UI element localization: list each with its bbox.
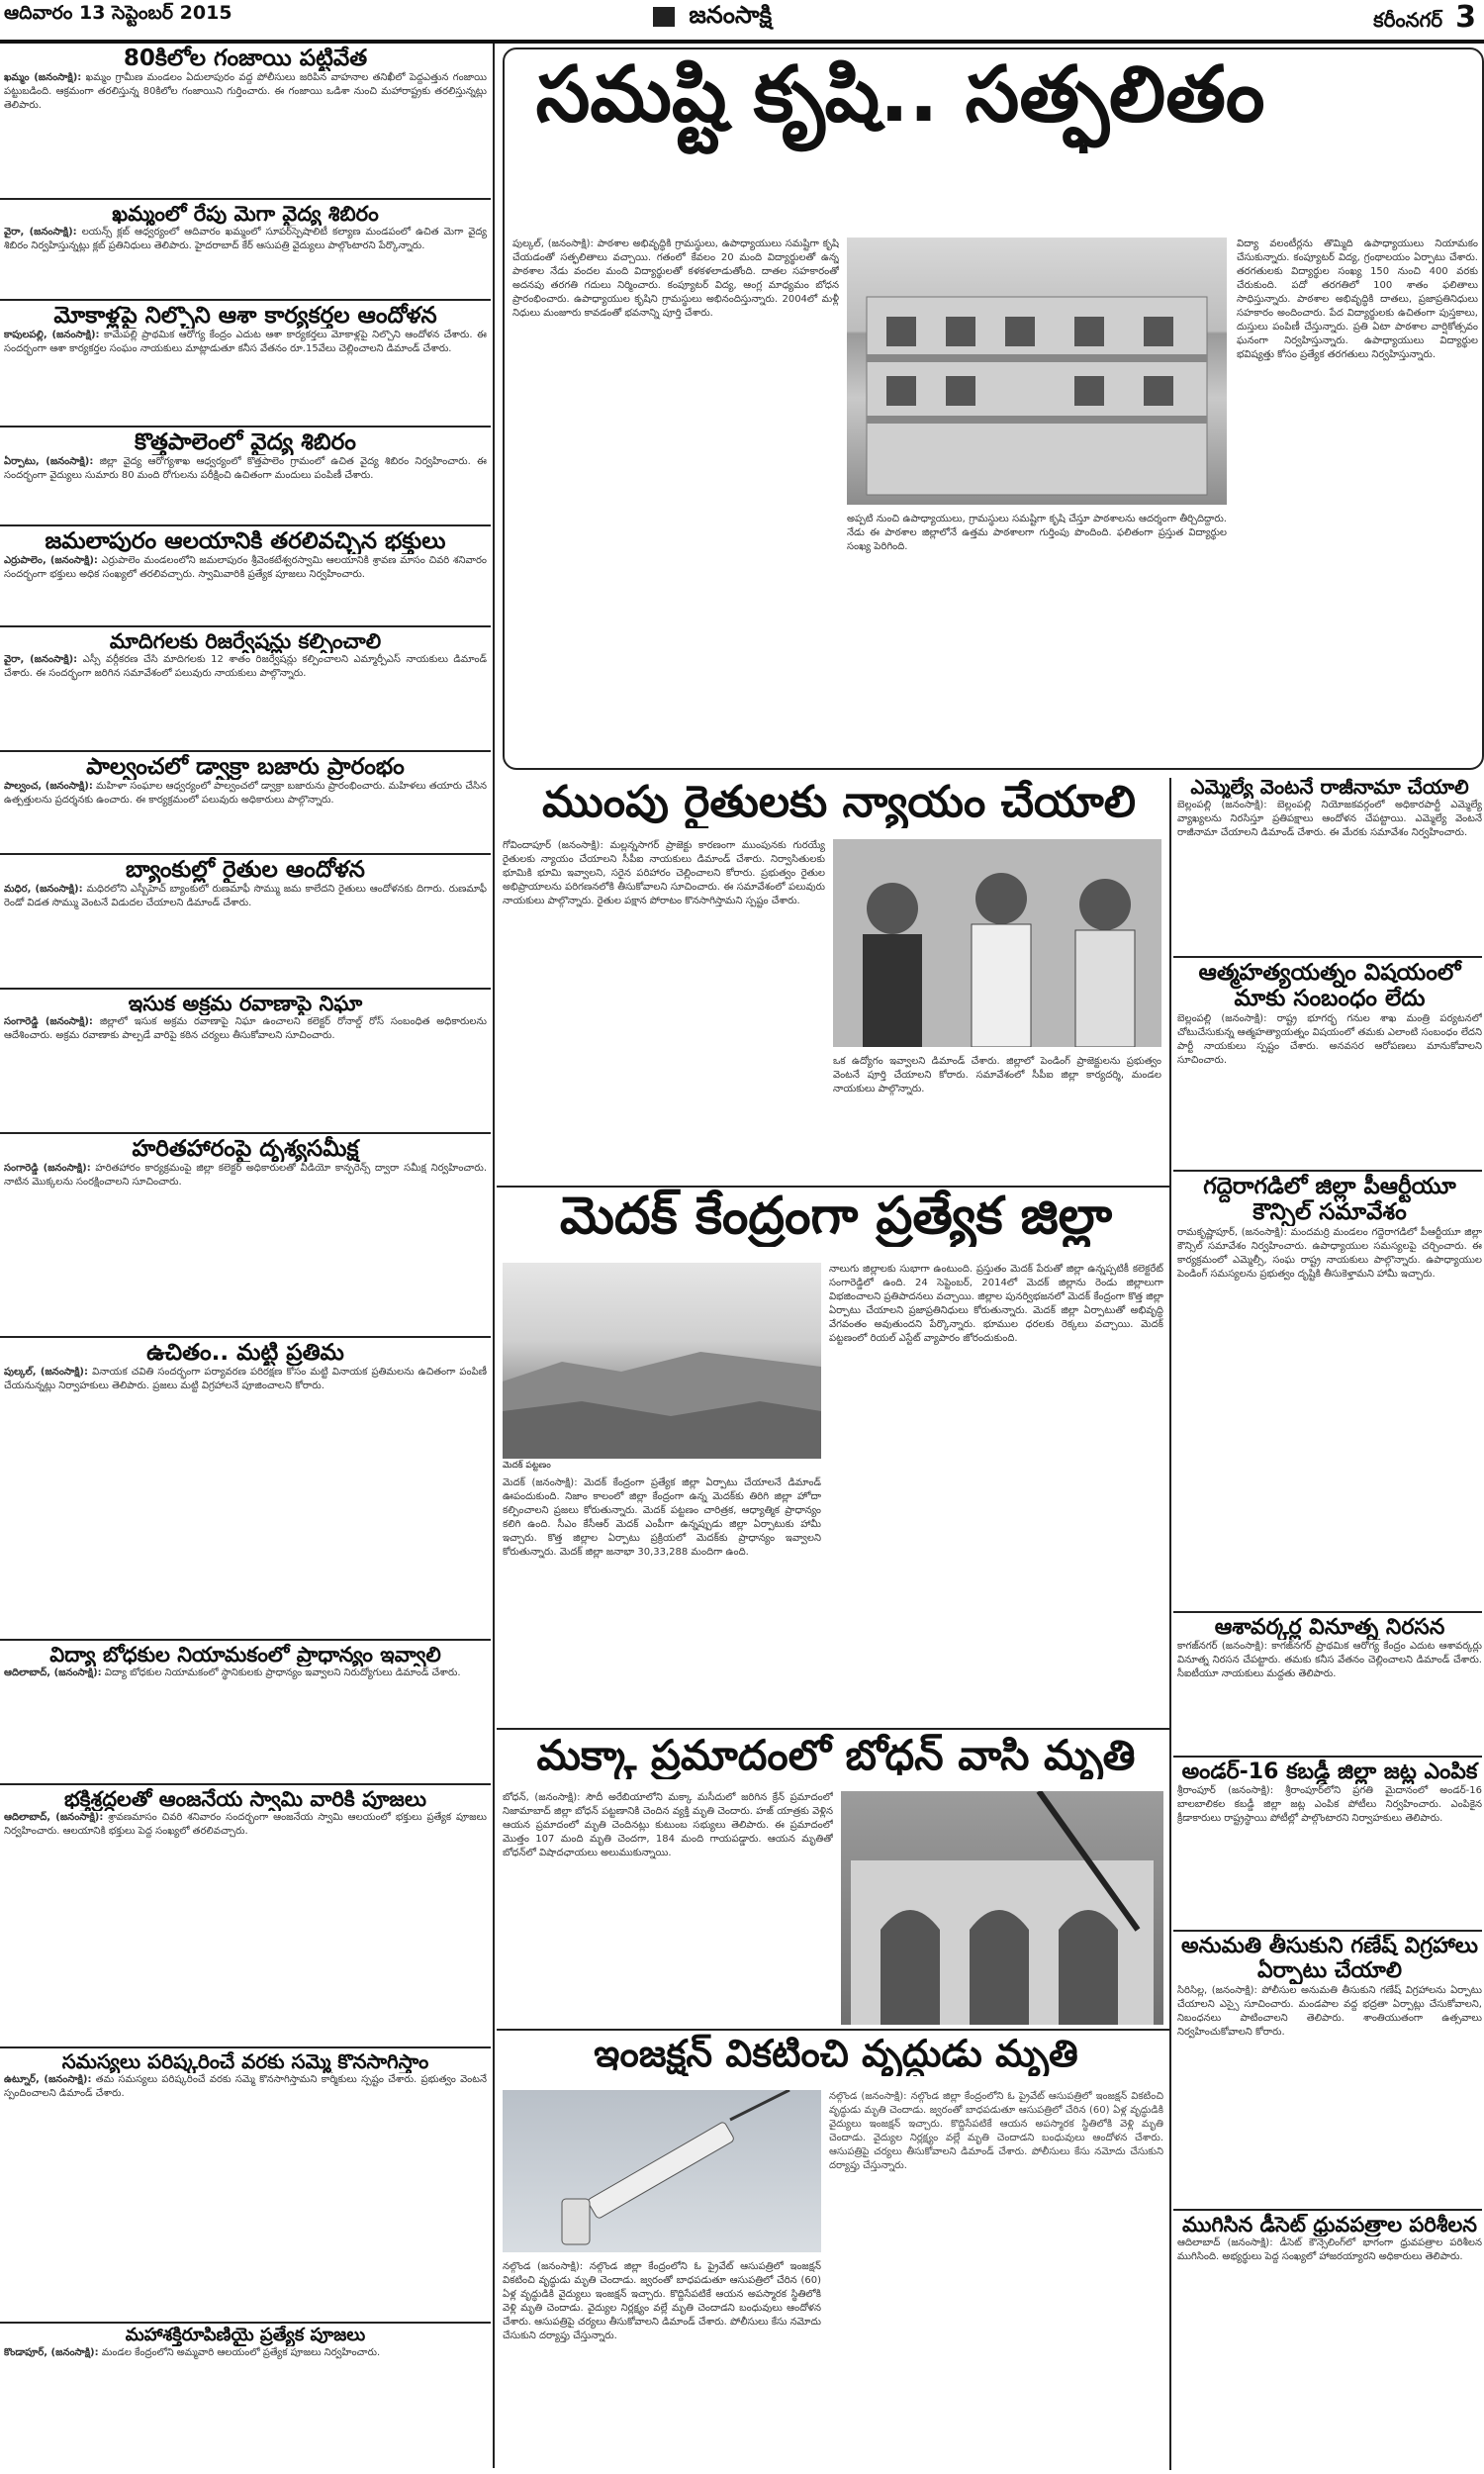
asha-body: కాగజ్‌నగర్ (జనంసాక్షి): కాగజ్‌నగర్ ప్రాథమిక ఆరోగ్య కేంద్రం ఎదుట ఆశావర్కర్లు వినూత్న నిరసన చేపట్టారు. తమకు కనీస వేతనం చెల్లించాలని డిమాండ్ చేశారు. సీఐటీయూ నాయకులు మద్దతు తెలిపారు.	[1177, 1641, 1482, 1680]
item-headline: ఉచితం.. మట్టి ప్రతిమ	[146, 1340, 344, 1366]
top-story-headline: సమష్టి కృషి.. సత్ఫలితం	[535, 50, 1265, 140]
munpu-body-2: ఒక ఉద్యోగం ఇవ్వాలని డిమాండ్ చేశారు. జిల్లాలో పెండింగ్ ప్రాజెక్టులను ప్రభుత్వం వెంటనే పూర్తి చేయాలని కోరారు. సమావేశంలో సీపీఐ జిల్లా కార్యదర్శి, మండల నాయకులు పాల్గొన్నారు.	[833, 1056, 1161, 1094]
item-headline: మహాశక్తిరూపిణియై ప్రత్యేక పూజలు	[125, 2326, 366, 2345]
item-headline: బ్యాంకుల్లో రైతుల ఆందోళన	[126, 857, 365, 883]
item-headline: పాల్వంచలో డ్వాక్రా బజారు ప్రారంభం	[86, 754, 405, 780]
newspaper-logo-icon	[653, 7, 675, 27]
deecet-body: ఆదిలాబాద్ (జనంసాక్షి): డీసెట్ కౌన్సెలింగ్‌లో భాగంగా ధ్రువపత్రాల పరిశీలన ముగిసింది. అభ్యర్థులు పెద్ద సంఖ్యలో హాజరయ్యారని అధికారులు తెలిపారు.	[1177, 2237, 1482, 2263]
news-item	[4, 528, 487, 623]
item-headline: భక్తిశ్రద్ధలతో ఆంజనేయ స్వామి వారికి పూజలు	[63, 1787, 427, 1811]
item-headline: మాదిగలకు రిజర్వేషన్లు కల్పించాలి	[109, 629, 382, 653]
item-headline: హరితహారంపై దృశ్యసమీక్ష	[132, 1136, 359, 1162]
news-item	[4, 46, 487, 196]
mla-story	[1177, 776, 1482, 954]
medak-column-2: నాలుగు జిల్లాలకు సుభాగా ఉంటుంది. ప్రస్తుతం మెదక్ పేరుతో జిల్లా ఉన్నప్పటికీ కలెక్టరేట్ సంగారెడ్డిలో ఉంది. 24 సెప్టెంబర్, 2014లో మెదక్ జిల్లాను రెండు జిల్లాలుగా విభజించాలని ప్రతిపాదనలు వచ్చాయి. జిల్లాల పునర్విభజనలో మెదక్ కేంద్రంగా కొత్త జిల్లా ఏర్పాటు చేయాలని ప్రజాప్రతినిధులు కోరుతున్నారు. మెదక్ జిల్లా ఏర్పాటుతో అభివృద్ధి వేగవంతం అవుతుందని పేర్కొన్నారు. భూముల ధరలకు రెక్కలు వచ్చాయి. మెదక్ పట్టణంలో రియల్ ఎస్టేట్ వ్యాపారం జోరందుకుంది.	[829, 1264, 1163, 1344]
school-building-photo	[847, 238, 1227, 505]
makka-body: బోధన్, (జనంసాక్షి): సౌదీ అరేబియాలోని మక్కా మసీదులో జరిగిన క్రేన్ ప్రమాదంలో నిజామాబాద్ జిల్లా బోధన్ పట్టణానికి చెందిన వ్యక్తి మృతి చెందారు. హజ్ యాత్రకు వెళ్లిన ఆయన ప్రమాదంలో మృతి చెందినట్లు కుటుంబ సభ్యులు తెలిపారు. ఈ ప్రమాదంలో మొత్తం 107 మంది మృతి చెందగా, 184 మంది గాయపడ్డారు. ఆయన మృతితో బోధన్‌లో విషాదఛాయలు అలుముకున్నాయి.	[503, 1792, 833, 1858]
item-divider	[0, 2046, 491, 2048]
item-divider	[0, 426, 491, 428]
item-divider	[0, 1639, 491, 1641]
top-story-column-3: విద్యా వలంటీర్లను తొమ్మిది ఉపాధ్యాయులు నియామకం చేసుకున్నారు. కంప్యూటర్ విద్య, గ్రంథాలయం ఏర్పాటు చేశారు. తరగతులకు విద్యార్థుల సంఖ్య 150 నుంచి 400 వరకు చేరుకుంది. పదో తరగతిలో 100 శాతం ఫలితాలు సాధిస్తున్నారు. పాఠశాల అభివృద్ధికి దాతలు, ప్రజాప్రతినిధులు సహకారం అందించారు. పేద విద్యార్థులకు ఉచితంగా పుస్తకాలు, దుస్తులు పంపిణీ చేస్తున్నారు. ప్రతి ఏటా పాఠశాల వార్షికోత్సవం ఘనంగా నిర్వహిస్తున్నారు. ఉపాధ్యాయులు విద్యార్థుల భవిష్యత్తు కోసం ప్రత్యేక తరగతులు నిర్వహిస్తున్నారు.	[1237, 238, 1478, 360]
suicide-headline: ఆత్మహత్యయత్నం విషయంలో మాకు సంబంధం లేదు	[1198, 960, 1461, 1012]
edition-name: కరీంనగర్	[1373, 8, 1443, 32]
item-body: పుల్కల్, (జనంసాక్షి): వినాయక చవితి సందర్భంగా పర్యావరణ పరిరక్షణ కోసం మట్టి వినాయక ప్రతిమలను ఉచితంగా పంపిణీ చేయనున్నట్లు నిర్వాహకులు తెలిపారు. ప్రజలు మట్టి విగ్రహాలనే పూజించాలని కోరారు.	[4, 1367, 487, 1392]
item-divider	[0, 750, 491, 752]
item-divider	[1173, 1756, 1482, 1758]
item-divider	[0, 198, 491, 200]
mosque-icon	[841, 1791, 1163, 2025]
item-divider	[0, 2322, 491, 2324]
item-body: ఆదిలాబాద్, (జనంసాక్షి): శ్రావణమాసం చివరి శనివారం సందర్భంగా ఆంజనేయ స్వామి ఆలయంలో భక్తులు ప్రత్యేక పూజలు నిర్వహించారు. ఆలయానికి భక్తులు పెద్ద సంఖ్యలో తరలివచ్చారు.	[4, 1812, 487, 1838]
item-body: ఎర్రుపాలెం, (జనంసాక్షి): ఎర్రుపాలెం మండలంలోని జమలాపురం శ్రీవెంకటేశ్వరస్వామి ఆలయానికి శ్రావణ మాసం చివరి శనివారం సందర్భంగా భక్తులు అధిక సంఖ్యలో తరలివచ్చారు. స్వామివారికి ప్రత్యేక పూజలు నిర్వహించారు.	[4, 555, 487, 581]
medak-photo-caption: మెదక్ పట్టణం	[503, 1461, 551, 1471]
item-headline: 80కిలోల గంజాయి పట్టివేత	[123, 46, 368, 71]
item-divider	[0, 1783, 491, 1785]
item-body: వైరా, (జనంసాక్షి): ఎస్సీ వర్గీకరణ చేసి మాదిగలకు 12 శాతం రిజర్వేషన్లు కల్పించాలని ఎమ్మార్పీఎస్ నాయకులు డిమాండ్ చేశారు. ఈ సందర్భంగా జరిగిన సమావేశంలో పలువురు నాయకులు పాల్గొన్నారు.	[4, 654, 487, 680]
right-column-divider	[1169, 778, 1171, 2470]
top-story-column-1: పుల్కల్, (జనంసాక్షి): పాఠశాల అభివృద్ధికి గ్రామస్థులు, ఉపాధ్యాయులు సమష్టిగా కృషి చేయడంతో సత్ఫలితాలు వచ్చాయి. గతంలో కేవలం 20 మంది విద్యార్థులతో ఉన్న పాఠశాల నేడు వందల మంది విద్యార్థులతో కళకళలాడుతోంది. దాతల సహకారంతో అదనపు తరగతి గదులు నిర్మించారు. కంప్యూటర్ విద్య, ఆంగ్ల మాధ్యమం బోధన ప్రారంభించారు. ఉపాధ్యాయుల కృషిని గ్రామస్థులు అభినందిస్తున్నారు. 2004లో మళ్లీ నిధులు మంజూరు కావడంతో భవనాన్ని పూర్తి చేశారు.	[512, 238, 839, 319]
gadderagadi-body: రామకృష్ణాపూర్, (జనంసాక్షి): మందమర్రి మండలం గద్దెరాగడిలో పీఆర్టీయూ జిల్లా కౌన్సిల్ సమావేశం నిర్వహించారు. ఉపాధ్యాయుల సమస్యలపై చర్చించారు. ఈ కార్యక్రమంలో ఎమ్మెల్సీ, సంఘ రాష్ట్ర నాయకులు పాల్గొన్నారు. ఉపాధ్యాయుల పెండింగ్ సమస్యలను ప్రభుత్వం దృష్టికి తీసుకెళ్తామని హామీ ఇచ్చారు.	[1177, 1226, 1482, 1280]
header-rule	[0, 40, 1484, 44]
people-icon	[833, 839, 1161, 1047]
item-divider	[0, 1336, 491, 1338]
item-body: వైరా, (జనంసాక్షి): లయన్స్ క్లబ్ ఆధ్వర్యంలో ఆదివారం ఖమ్మంలో సూపర్‌స్పెషాలిటీ కల్యాణ మండపంలో ఉచిత మెగా వైద్య శిబిరం నిర్వహిస్తున్నట్లు క్లబ్ ప్రతినిధులు తెలిపారు. హైదరాబాద్ కేర్ ఆసుపత్రి వైద్యులు పాల్గొంటారని పేర్కొన్నారు.	[4, 227, 487, 252]
item-body: ఆదిలాబాద్, (జనంసాక్షి): విద్యా బోధకుల నియామకంలో స్థానికులకు ప్రాధాన్యం ఇవ్వాలని నిరుద్యోగులు డిమాండ్ చేశారు.	[4, 1667, 461, 1679]
item-divider	[497, 1728, 1169, 1730]
item-body: పాల్వంచ, (జనంసాక్షి): మహిళా సంఘాల ఆధ్వర్యంలో పాల్వంచలో డ్వాక్రా బజారును ప్రారంభించారు. మహిళలు తయారు చేసిన ఉత్పత్తులను ప్రదర్శనకు ఉంచారు. ఈ కార్యక్రమంలో పలువురు అధికారులు పాల్గొన్నారు.	[4, 781, 487, 807]
makka-headline: మక్కా ప్రమాదంలో బోధన్ వాసి మృతి	[536, 1732, 1136, 1779]
syringe-icon	[503, 2090, 821, 2252]
left-column	[0, 46, 491, 2470]
news-item	[4, 303, 487, 424]
page-date: ఆదివారం 13 సెప్టెంబర్ 2015	[4, 2, 232, 24]
item-body: సంగారెడ్డి (జనంసాక్షి): జిల్లాలో ఇసుక అక్రమ రవాణాపై నిఘా ఉంచాలని కలెక్టర్ రోనాల్డ్ రోస్ సంబంధిత అధికారులను ఆదేశించారు. అక్రమ రవాణాకు పాల్పడే వారిపై కఠిన చర్యలు తీసుకోవాలని సూచించారు.	[4, 1016, 487, 1042]
item-divider	[0, 853, 491, 855]
kabaddi-body: శ్రీరాంపూర్ (జనంసాక్షి): శ్రీరాంపూర్‌లోని ప్రగతి మైదానంలో అండర్-16 బాలబాలికల కబడ్డీ జిల్లా జట్ల ఎంపిక పోటీలు నిర్వహించారు. ఎంపికైన క్రీడాకారులు రాష్ట్రస్థాయి పోటీల్లో పాల్గొంటారని నిర్వాహకులు తెలిపారు.	[1177, 1785, 1482, 1825]
asha-headline: ఆశావర్కర్ల వినూత్న నిరసన	[1214, 1615, 1445, 1640]
item-divider	[0, 1132, 491, 1134]
news-item	[4, 629, 487, 748]
gadderagadi-headline: గద్దెరాగడిలో జిల్లా పీఆర్టీయూ కౌన్సిల్ సమావేశం	[1203, 1174, 1456, 1226]
top-story-box	[503, 48, 1484, 770]
medak-headline: మెదక్ కేంద్రంగా ప్రత్యేక జిల్లా	[559, 1188, 1113, 1246]
item-divider	[0, 524, 491, 526]
munpu-body: గోవిందాపూర్ (జనంసాక్షి): మల్లన్నసాగర్ ప్రాజెక్టు కారణంగా ముంపునకు గురయ్యే రైతులకు న్యాయం చేయాలని సీపీఐ నాయకులు డిమాండ్ చేశారు. నిర్వాసితులకు భూమికి భూమి ఇవ్వాలని, సరైన పరిహారం చెల్లించాలని కోరారు. ప్రభుత్వం రైతుల అభిప్రాయాలను పరిగణనలోకి తీసుకోవాలని సూచించారు. ఈ సమావేశంలో పలువురు నాయకులు పాల్గొన్నారు. రైతుల పక్షాన పోరాటం కొనసాగిస్తామని స్పష్టం చేశారు.	[503, 840, 825, 906]
news-item	[4, 992, 487, 1130]
item-body: ఉట్నూర్, (జనంసాక్షి): తమ సమస్యలు పరిష్కరించే వరకు సమ్మె కొనసాగిస్తామని కార్మికులు స్పష్టం చేశారు. ప్రభుత్వం వెంటనే స్పందించాలని డిమాండ్ చేశారు.	[4, 2074, 487, 2099]
masthead	[653, 0, 772, 35]
syringe-photo	[503, 2090, 821, 2252]
ganesh-story	[1177, 1934, 1482, 2207]
mla-headline: ఎమ్మెల్యే వెంటనే రాజీనామా చేయాలి	[1190, 776, 1469, 799]
mecca-crane-photo	[841, 1791, 1163, 2025]
ganesh-headline: అనుమతి తీసుకుని గణేష్ విగ్రహాలు ఏర్పాటు చేయాలి	[1180, 1934, 1478, 1984]
item-divider	[1173, 1930, 1482, 1932]
item-body: ఏర్పాటు, (జనంసాక్షి): జిల్లా వైద్య ఆరోగ్యశాఖ ఆధ్వర్యంలో కొత్తపాలెం గ్రామంలో ఉచిత వైద్య శిబిరం నిర్వహించారు. ఈ సందర్భంగా వైద్యులు సుమారు 80 మంది రోగులను పరీక్షించి ఉచితంగా మందులు పంపిణీ చేశారు.	[4, 456, 487, 482]
item-headline: కొత్తపాలెంలో వైద్య శిబిరం	[135, 429, 356, 455]
item-divider	[0, 988, 491, 990]
kabaddi-headline: అండర్-16 కబడ్డీ జిల్లా జట్ల ఎంపిక	[1181, 1760, 1478, 1784]
item-divider	[1173, 2209, 1482, 2211]
item-headline: మోకాళ్లపై నిల్చొని ఆశా కార్యకర్తల ఆందోళన	[53, 303, 437, 329]
deecet-headline: ముగిసిన డీసెట్ ధ్రువపత్రాల పరిశీలన	[1182, 2213, 1477, 2236]
item-divider	[0, 299, 491, 301]
gadderagadi-story	[1177, 1174, 1482, 1609]
column-divider	[493, 44, 495, 2468]
deecet-story	[1177, 2213, 1482, 2460]
edition-label	[1373, 0, 1476, 37]
injection-headline: ఇంజక్షన్ వికటించి వృద్ధుడు మృతి	[594, 2033, 1078, 2075]
news-item	[4, 1787, 487, 2045]
news-item	[4, 2050, 487, 2320]
news-item	[4, 1643, 487, 1781]
ganesh-body: సిరిసిల్ల, (జనంసాక్షి): పోలీసుల అనుమతి తీసుకుని గణేష్ విగ్రహాలను ఏర్పాటు చేయాలని ఎస్సై సూచించారు. మండపాల వద్ద భద్రతా ఏర్పాట్లు చేసుకోవాలని, నిబంధనలు పాటించాలని తెలిపారు. శాంతియుతంగా ఉత్సవాలు నిర్వహించుకోవాలని కోరారు.	[1177, 1984, 1482, 2038]
asha-story	[1177, 1615, 1482, 1754]
suicide-body: బెల్లంపల్లి (జనంసాక్షి): రాష్ట్ర భూగర్భ గనుల శాఖ మంత్రి పర్యటనలో చోటుచేసుకున్న ఆత్మహత్యాయత్నం విషయంలో తమకు ఎలాంటి సంబంధం లేదని పార్టీ నాయకులు స్పష్టం చేశారు. అనవసర ఆరోపణలు మానుకోవాలని సూచించారు.	[1177, 1012, 1482, 1066]
page-number: 3	[1455, 0, 1476, 35]
news-item	[4, 754, 487, 851]
building-icon	[847, 238, 1227, 505]
item-headline: ఖమ్మంలో రేపు మెగా వైద్య శిబిరం	[112, 202, 379, 226]
medak-column-1: మెదక్ (జనంసాక్షి): మెదక్ కేంద్రంగా ప్రత్యేక జిల్లా ఏర్పాటు చేయాలనే డిమాండ్ ఊపందుకుంది. నిజాం కాలంలో జిల్లా కేంద్రంగా ఉన్న మెదక్‌కు తిరిగి జిల్లా హోదా కల్పించాలని ప్రజలు కోరుతున్నారు. మెదక్ పట్టణం చారిత్రక, ఆధ్యాత్మిక ప్రాధాన్యం కలిగి ఉంది. సీఎం కేసీఆర్ మెదక్ ఎంపీగా ఉన్నప్పుడు జిల్లా ఏర్పాటుకు హామీ ఇచ్చారు. కొత్త జిల్లాల ఏర్పాటు ప్రక్రియలో మెదక్‌కు ప్రాధాన్యం ఇవ్వాలని కోరుతున్నారు. మెదక్ జిల్లా జనాభా 30,33,288 మందిగా ఉంది.	[503, 1477, 821, 1558]
item-headline: ఇసుక అక్రమ రవాణాపై నిఘా	[128, 992, 363, 1015]
kabaddi-story	[1177, 1760, 1482, 1928]
news-item	[4, 1340, 487, 1637]
news-item	[4, 1136, 487, 1334]
news-item	[4, 202, 487, 297]
item-body: కొండాపూర్, (జనంసాక్షి): మండల కేంద్రంలోని అమ్మవారి ఆలయంలో ప్రత్యేక పూజలు నిర్వహించారు.	[4, 2346, 381, 2358]
protest-leaders-photo	[833, 839, 1161, 1047]
item-divider	[1173, 1611, 1482, 1613]
item-body: సంగారెడ్డి (జనంసాక్షి): హరితహారం కార్యక్రమంపై జిల్లా కలెక్టర్ అధికారులతో వీడియో కాన్ఫరెన్స్ ద్వారా సమీక్ష నిర్వహించారు. నాటిన మొక్కలను సంరక్షించాలని సూచించారు.	[4, 1163, 487, 1189]
item-body: కాపులపల్లి, (జనంసాక్షి): కామేపల్లి ప్రాథమిక ఆరోగ్య కేంద్రం ఎదుట ఆశా కార్యకర్తలు మోకాళ్లపై నిల్చొని ఆందోళన చేశారు. ఈ సందర్భంగా ఆశా కార్యకర్తల సంఘం నాయకులు మాట్లాడుతూ కనీస వేతనం రూ.15వేలు చెల్లించాలని డిమాండ్ చేశారు.	[4, 330, 487, 355]
item-body: ఖమ్మం (జనంసాక్షి): ఖమ్మం గ్రామీణ మండలం ఏదులాపురం వద్ద పోలీసులు జరిపిన వాహనాల తనిఖీలో పెద్దఎత్తున గంజాయి పట్టుబడింది. ఆక్రమంగా తరలిస్తున్న 80కిలోల గంజాయిని గుర్తించారు. ఈ గంజాయి ఒడిశా నుంచి మహారాష్ట్రకు తరలిస్తున్నట్లు తెలిపారు.	[4, 72, 487, 112]
item-headline: సమస్యలు పరిష్కరించే వరకు సమ్మె కొనసాగిస్తాం	[61, 2050, 429, 2073]
item-divider	[0, 625, 491, 627]
item-divider	[497, 2029, 1169, 2031]
paper-name: జనంసాక్షి	[689, 0, 773, 29]
news-item	[4, 429, 487, 523]
news-item	[4, 857, 487, 986]
item-body: మధిర, (జనంసాక్షి): మధిరలోని ఎస్బీహెచ్ బ్యాంకులో రుణమాఫీ సొమ్ము జమ కాలేదని రైతులు ఆందోళనకు దిగారు. రుణమాఫీ రెండో విడత సొమ్ము వెంటనే విడుదల చేయాలని డిమాండ్ చేశారు.	[4, 884, 487, 909]
news-item	[4, 2326, 487, 2464]
medak-town-photo	[503, 1263, 821, 1459]
item-headline: జమలాపురం ఆలయానికి తరలివచ్చిన భక్తులు	[45, 528, 446, 554]
suicide-story	[1177, 960, 1482, 1168]
landscape-icon	[503, 1263, 821, 1459]
item-divider	[1173, 1170, 1482, 1172]
injection-body-2: నల్గొండ (జనంసాక్షి): నల్గొండ జిల్లా కేంద్రంలోని ఓ ప్రైవేట్ ఆసుపత్రిలో ఇంజక్షన్ వికటించి వృద్ధుడు మృతి చెందాడు. జ్వరంతో బాధపడుతూ ఆసుపత్రిలో చేరిన (60) ఏళ్ల వృద్ధుడికి వైద్యులు ఇంజక్షన్ ఇచ్చారు. కొద్దిసేపటికే ఆయన అపస్మారక స్థితిలోకి వెళ్లి మృతి చెందాడు. వైద్యుల నిర్లక్ష్యం వల్లే మృతి చెందాడని బంధువులు ఆందోళన చేశారు. ఆసుపత్రిపై చర్యలు తీసుకోవాలని డిమాండ్ చేశారు. పోలీసులు కేసు నమోదు చేసుకుని దర్యాప్తు చేస్తున్నారు.	[829, 2091, 1163, 2171]
item-headline: విద్యా బోధకుల నియామకంలో ప్రాధాన్యం ఇవ్వాలి	[49, 1643, 441, 1666]
top-story-column-2: అప్పటి నుంచి ఉపాధ్యాయులు, గ్రామస్థులు సమష్టిగా కృషి చేస్తూ పాఠశాలను ఆదర్శంగా తీర్చిదిద్దారు. నేడు ఈ పాఠశాల జిల్లాలోనే ఉత్తమ పాఠశాలగా గుర్తింపు పొందింది. ఫలితంగా ప్రస్తుత విద్యార్థుల సంఖ్య పెరిగింది.	[847, 514, 1227, 552]
injection-body-1: నల్గొండ (జనంసాక్షి): నల్గొండ జిల్లా కేంద్రంలోని ఓ ప్రైవేట్ ఆసుపత్రిలో ఇంజక్షన్ వికటించి వృద్ధుడు మృతి చెందాడు. జ్వరంతో బాధపడుతూ ఆసుపత్రిలో చేరిన (60) ఏళ్ల వృద్ధుడికి వైద్యులు ఇంజక్షన్ ఇచ్చారు. కొద్దిసేపటికే ఆయన అపస్మారక స్థితిలోకి వెళ్లి మృతి చెందాడు. వైద్యుల నిర్లక్ష్యం వల్లే మృతి చెందాడని బంధువులు ఆందోళన చేశారు. ఆసుపత్రిపై చర్యలు తీసుకోవాలని డిమాండ్ చేశారు. పోలీసులు కేసు నమోదు చేసుకుని దర్యాప్తు చేస్తున్నారు.	[503, 2261, 821, 2341]
mla-body: బెల్లంపల్లి (జనంసాక్షి): బెల్లంపల్లి నియోజకవర్గంలో అధికారపార్టీ ఎమ్మెల్యే వ్యాఖ్యలను నిరసిస్తూ ప్రతిపక్షాలు ఆందోళన చేపట్టాయి. ఎమ్మెల్యే వెంటనే రాజీనామా చేయాలని డిమాండ్ చేశారు. ఈ మేరకు సమావేశం నిర్వహించారు.	[1177, 800, 1482, 838]
munpu-headline: ముంపు రైతులకు న్యాయం చేయాలి	[541, 778, 1137, 827]
item-divider	[1173, 956, 1482, 958]
